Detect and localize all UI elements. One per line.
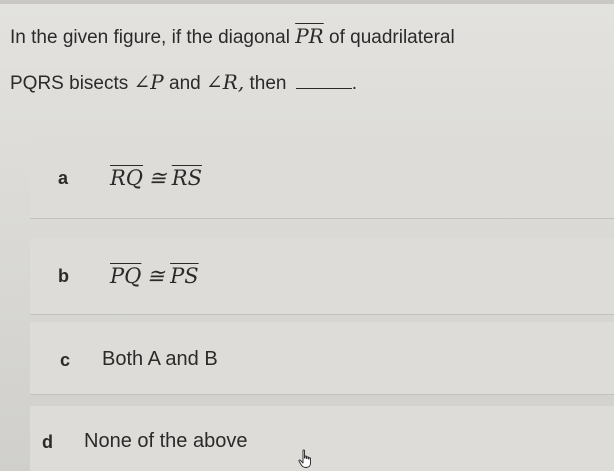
segment-pq: $\overline{PQ}$: [110, 264, 142, 288]
segment-rs: $\overline{RS}$: [171, 166, 202, 190]
question-text: [10, 14, 606, 106]
option-c-label: Both A and B: [102, 348, 218, 370]
top-divider: [0, 0, 614, 4]
question-then: then: [249, 73, 287, 94]
question-part-3: PQRS bisects: [10, 73, 129, 94]
congruent-symbol: ≅: [148, 166, 167, 190]
option-a-label: [110, 166, 202, 191]
option-d[interactable]: [30, 406, 614, 471]
question-part-1: In the given figure, if the diagonal: [10, 27, 290, 48]
segment-rq: $\overline{RQ}$: [110, 166, 144, 190]
angle-r: ∠R,: [206, 70, 245, 94]
option-b[interactable]: [30, 238, 614, 315]
option-a-letter: a: [58, 168, 69, 188]
diagonal-pr: $\overline{PR}$: [295, 24, 324, 48]
option-c-letter: c: [60, 350, 71, 370]
question-period: .: [351, 73, 358, 94]
question-and: and: [169, 73, 201, 94]
segment-ps: $\overline{PS}$: [170, 264, 199, 288]
option-c[interactable]: [30, 322, 614, 395]
question-part-2: of quadrilateral: [329, 27, 455, 48]
answer-blank: [296, 70, 352, 89]
option-d-label: None of the above: [84, 430, 248, 452]
hand-pointer-icon: [297, 449, 313, 469]
congruent-symbol: ≅: [146, 264, 165, 288]
angle-p: ∠P: [133, 70, 164, 94]
option-a[interactable]: [30, 140, 614, 219]
option-b-letter: b: [58, 266, 69, 286]
option-b-label: [110, 264, 199, 289]
option-d-letter: d: [42, 432, 53, 452]
